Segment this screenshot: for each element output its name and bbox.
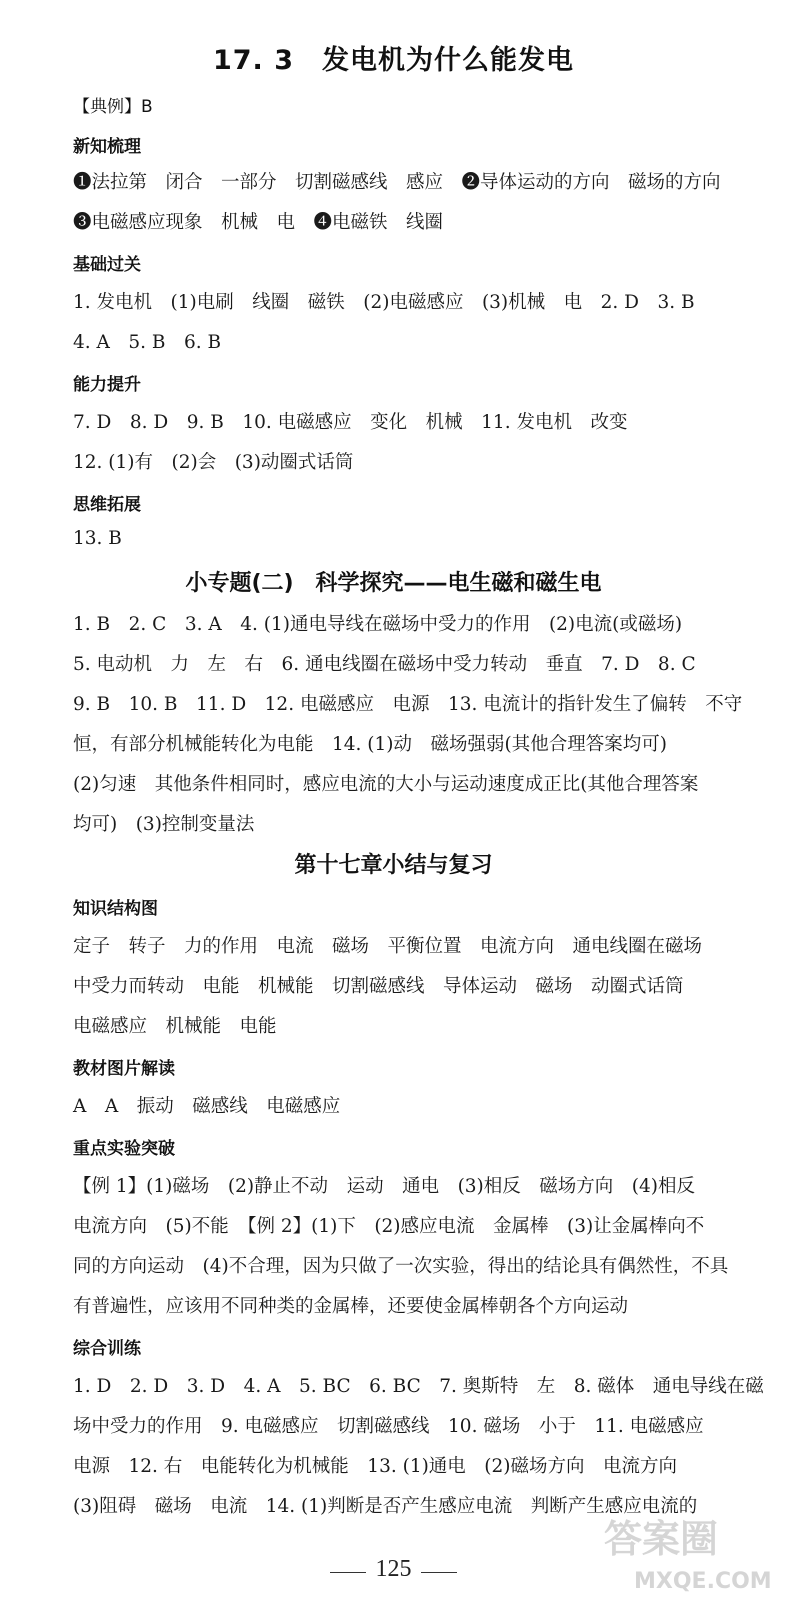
heading-new-knowledge: 新知梳理	[73, 137, 141, 157]
heading-thinking: 思维拓展	[73, 495, 141, 515]
answer-line: ❸电磁感应现象 机械 电 ❹电磁铁 线圈	[73, 212, 444, 233]
answer-line: 12. (1)有 (2)会 (3)动圈式话筒	[73, 452, 354, 473]
topic-line: 恒，有部分机械能转化为电能 14. (1)动 磁场强弱(其他合理答案均可)	[73, 734, 667, 755]
section-title-17-3: 17. 3 发电机为什么能发电	[212, 45, 575, 76]
topic-line: 1. B 2. C 3. A 4. (1)通电导线在磁场中受力的作用 (2)电流(或磁场)	[73, 614, 683, 635]
answer-line: 同的方向运动 (4)不合理，因为只做了一次实验，得出的结论具有偶然性，不具	[73, 1256, 729, 1277]
answer-line: 电流方向 (5)不能 【例 2】(1)下 (2)感应电流 金属棒 (3)让金属棒向不	[73, 1216, 705, 1237]
chapter-summary-title: 第十七章小结与复习	[294, 853, 493, 878]
heading-structure: 知识结构图	[73, 899, 158, 919]
heading-experiments: 重点实验突破	[73, 1139, 175, 1159]
watermark-logo	[594, 1508, 774, 1594]
typical-example-answer: 【典例】B	[73, 97, 153, 117]
page-number: 125	[375, 1556, 412, 1582]
answer-line: 电磁感应 机械能 电能	[73, 1016, 277, 1037]
answer-line: ❶法拉第 闭合 一部分 切割磁感线 感应 ❷导体运动的方向 磁场的方向	[73, 172, 721, 193]
heading-figures: 教材图片解读	[73, 1059, 175, 1079]
answer-line: 1. 发电机 (1)电刷 线圈 磁铁 (2)电磁感应 (3)机械 电 2. D 3. B	[73, 292, 695, 313]
answer-line: 1. D 2. D 3. D 4. A 5. BC 6. BC 7. 奥斯特 左 8. 磁体 通电导线在磁	[73, 1376, 764, 1397]
svg-text:MXQE.COM: MXQE.COM	[634, 1569, 772, 1594]
topic-line: 5. 电动机 力 左 右 6. 通电线圈在磁场中受力转动 垂直 7. D 8. C	[73, 654, 696, 675]
answer-line: 7. D 8. D 9. B 10. 电磁感应 变化 机械 11. 发电机 改变	[73, 412, 628, 433]
topic-line: (2)匀速 其他条件相同时，感应电流的大小与运动速度成正比(其他合理答案	[73, 774, 699, 795]
heading-comprehensive: 综合训练	[73, 1339, 141, 1359]
topic-line: 均可) (3)控制变量法	[73, 814, 255, 835]
answer-line: 定子 转子 力的作用 电流 磁场 平衡位置 电流方向 通电线圈在磁场	[73, 936, 703, 957]
answer-line: (3)阻碍 磁场 电流 14. (1)判断是否产生感应电流 判断产生感应电流的	[73, 1496, 698, 1517]
answer-line: 有普遍性，应该用不同种类的金属棒，还要使金属棒朝各个方向运动	[73, 1296, 629, 1317]
answer-line: 电源 12. 右 电能转化为机械能 13. (1)通电 (2)磁场方向 电流方向	[73, 1456, 678, 1477]
answer-line: 【例 1】(1)磁场 (2)静止不动 运动 通电 (3)相反 磁场方向 (4)相反	[73, 1176, 695, 1197]
topic-title: 小专题(二) 科学探究——电生磁和磁生电	[185, 571, 602, 596]
answer-line: 场中受力的作用 9. 电磁感应 切割磁感线 10. 磁场 小于 11. 电磁感应	[73, 1416, 704, 1437]
page-number-dash-right	[421, 1572, 457, 1573]
svg-text:答案圈: 答案圈	[604, 1517, 719, 1561]
answer-line: A A 振动 磁感线 电磁感应	[73, 1096, 341, 1117]
answer-line: 中受力而转动 电能 机械能 切割磁感线 导体运动 磁场 动圈式话筒	[73, 976, 684, 997]
heading-basic: 基础过关	[73, 255, 141, 275]
heading-ability: 能力提升	[73, 375, 141, 395]
answer-line: 13. B	[73, 528, 122, 549]
answer-line: 4. A 5. B 6. B	[73, 332, 222, 353]
topic-line: 9. B 10. B 11. D 12. 电磁感应 电源 13. 电流计的指针发生了偏转 不守	[73, 694, 743, 715]
